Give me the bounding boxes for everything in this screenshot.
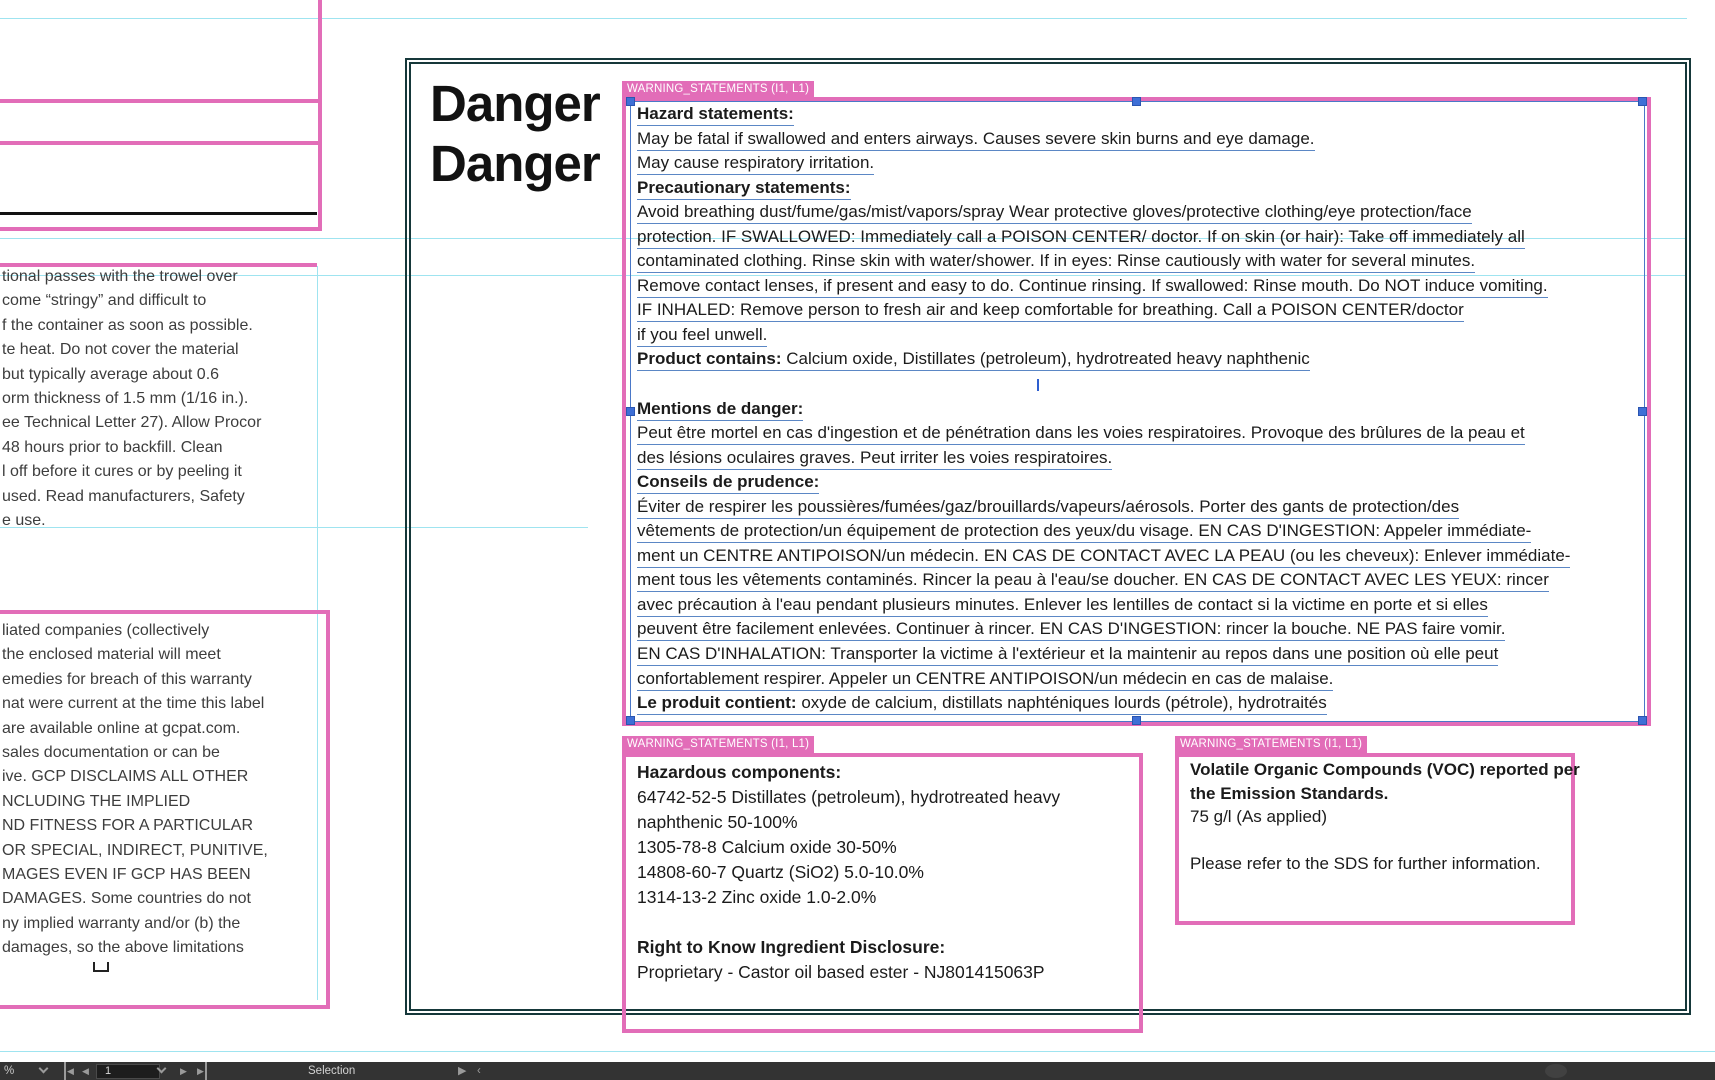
page-dropdown-icon[interactable]	[158, 1062, 165, 1080]
text-line: ive. GCP DISCLAIMS ALL OTHER	[2, 768, 249, 786]
text-line: Volatile Organic Compounds (VOC) reported per	[1190, 760, 1580, 779]
text-line: OR SPECIAL, INDIRECT, PUNITIVE,	[2, 841, 268, 859]
text-line: peuvent être facilement enlevées. Continuer à rincer. EN CAS D'INGESTION: rincer la bouche. NE PAS faire vomir.	[637, 619, 1570, 644]
text-line: 64742-52-5 Distillates (petroleum), hydrotreated heavy	[637, 787, 1061, 807]
text-line: contaminated clothing. Rinse skin with water/shower. If in eyes: Rinse cautiously with water for several minutes.	[637, 251, 1570, 276]
rule-line	[0, 212, 317, 215]
warning-frame-tag[interactable]: WARNING_STATEMENTS (I1, L1)	[622, 81, 814, 98]
text-line: Mentions de danger:	[637, 399, 1570, 424]
text-line: EN CAS D'INHALATION: Transporter la victime à l'extérieur et la maintenir au repos dans une position où elle peut	[637, 644, 1570, 669]
tool-status: Selection	[308, 1065, 356, 1077]
text-line	[637, 374, 1570, 399]
text-line: ment un CENTRE ANTIPOISON/un médecin. EN CAS DE CONTACT AVEC LA PEAU (ou les cheveux): Enlever immédiate-	[637, 546, 1570, 571]
text-line: Please refer to the SDS for further information.	[1190, 854, 1541, 873]
left-frame-a-divider	[0, 141, 318, 145]
overset-text-icon	[93, 962, 109, 972]
text-line: protection. IF SWALLOWED: Immediately call a POISON CENTER/ doctor. If on skin (or hair): Take off immediately all	[637, 227, 1570, 252]
text-line: ment tous les vêtements contaminés. Rincer la peau à l'eau/se doucher. EN CAS DE CONTACT AVEC LES YEUX: rincer	[637, 570, 1570, 595]
text-line: Proprietary - Castor oil based ester - NJ801415063P	[637, 962, 1045, 982]
left-paragraph-1	[2, 268, 261, 536]
text-line: tional passes with the trowel over	[2, 268, 238, 285]
text-line: vêtements de protection/un équipement de protection des yeux/du visage. EN CAS D'INGESTION: Appeler immédiate-	[637, 521, 1570, 546]
warning-frame-tag[interactable]: WARNING_STATEMENTS (I1, L1)	[1175, 736, 1367, 753]
text-line: 75 g/l (As applied)	[1190, 807, 1328, 826]
text-line: Éviter de respirer les poussières/fumées/gaz/brouillards/vapeurs/aérosols. Porter des gants de protection/des	[637, 497, 1570, 522]
text-line: Right to Know Ingredient Disclosure:	[637, 937, 946, 957]
text-line: confortablement respirer. Appeler un CENTRE ANTIPOISON/un médecin en cas de malaise.	[637, 669, 1570, 694]
text-line: Product contains: Calcium oxide, Distillates (petroleum), hydrotreated heavy naphthenic	[637, 349, 1570, 374]
guide-horizontal[interactable]	[0, 1051, 1715, 1052]
last-page-button[interactable]: ▶	[197, 1062, 207, 1080]
text-line: Precautionary statements:	[637, 178, 1570, 203]
text-line: Peut être mortel en cas d'ingestion et de pénétration dans les voies respiratoires. Provoque des brûlures de la peau et	[637, 423, 1570, 448]
text-line: f the container as soon as possible.	[2, 316, 253, 334]
selection-handle[interactable]	[1638, 407, 1647, 416]
selection-handle[interactable]	[626, 407, 635, 416]
text-line: DAMAGES. Some countries do not	[2, 890, 251, 908]
text-line: avec précaution à l'eau pendant plusieurs minutes. Enlever les lentilles de contact si la victime en porte et si elles	[637, 595, 1570, 620]
previous-page-button[interactable]: ◀	[82, 1066, 89, 1076]
text-line	[1190, 831, 1580, 855]
text-line: 14808-60-7 Quartz (SiO2) 5.0-10.0%	[637, 862, 924, 882]
text-line: des lésions oculaires graves. Peut irriter les voies respiratoires.	[637, 448, 1570, 473]
danger-title-line: Danger	[430, 135, 600, 192]
text-line: emedies for breach of this warranty	[2, 670, 252, 688]
text-line: IF INHALED: Remove person to fresh air and keep comfortable for breathing. Call a POISON CENTER/doctor	[637, 300, 1570, 325]
status-bar	[0, 1062, 1715, 1080]
text-line: liated companies (collectively	[2, 622, 210, 639]
voc-text	[1190, 760, 1580, 878]
text-line: orm thickness of 1.5 mm (1/16 in.).	[2, 389, 249, 407]
zoom-dropdown-icon[interactable]	[40, 1062, 47, 1080]
text-line: MAGES EVEN IF GCP HAS BEEN	[2, 865, 251, 883]
left-paragraph-2	[2, 622, 268, 963]
text-line: are available online at gcpat.com.	[2, 719, 241, 737]
text-line: l off before it cures or by peeling it	[2, 463, 242, 481]
text-line: Avoid breathing dust/fume/gas/mist/vapors/spray Wear protective gloves/protective clothing/eye protection/face	[637, 202, 1570, 227]
left-frame-a-divider	[0, 99, 318, 103]
warning-frame-tag[interactable]: WARNING_STATEMENTS (I1, L1)	[622, 736, 814, 753]
hazardous-text	[637, 762, 1060, 987]
text-line: te heat. Do not cover the material	[2, 341, 239, 359]
zoom-level[interactable]: %	[4, 1065, 15, 1077]
text-line: but typically average about 0.6	[2, 365, 220, 383]
text-line: naphthenic 50-100%	[637, 812, 798, 832]
danger-title-line: Danger	[430, 75, 600, 132]
text-line: ND FITNESS FOR A PARTICULAR	[2, 817, 254, 835]
page-number-input[interactable]: 1	[96, 1064, 160, 1079]
scrollbar-thumb[interactable]	[1545, 1064, 1567, 1078]
text-line: if you feel unwell.	[637, 325, 1570, 350]
text-line: 1314-13-2 Zinc oxide 1.0-2.0%	[637, 887, 877, 907]
text-line: e use.	[2, 511, 46, 529]
text-line: come “stringy” and difficult to	[2, 292, 207, 310]
text-line	[637, 912, 1060, 937]
text-line: 1305-78-8 Calcium oxide 30-50%	[637, 837, 897, 857]
text-line: 48 hours prior to backfill. Clean	[2, 438, 223, 456]
text-line: damages, so the above limitations	[2, 939, 244, 957]
text-line: Le produit contient: oxyde de calcium, distillats naphténiques lourds (pétrole), hydrotraités	[637, 693, 1570, 718]
text-line: sales documentation or can be	[2, 743, 220, 761]
text-line: Hazard statements:	[637, 104, 1570, 129]
selection-handle[interactable]	[1638, 716, 1647, 725]
text-line: the Emission Standards.	[1190, 783, 1389, 803]
text-cursor	[1037, 379, 1039, 391]
text-line: NCLUDING THE IMPLIED	[2, 792, 191, 810]
text-line: used. Read manufacturers, Safety	[2, 487, 245, 505]
left-paragraph-frame-edge[interactable]	[0, 263, 317, 267]
left-frame-a[interactable]	[0, 0, 322, 231]
text-line: May be fatal if swallowed and enters airways. Causes severe skin burns and eye damage.	[637, 129, 1570, 154]
selection-handle[interactable]	[1638, 97, 1647, 106]
selection-handle[interactable]	[626, 97, 635, 106]
text-line: ee Technical Letter 27). Allow Procor	[2, 414, 262, 432]
text-line: nat were current at the time this label	[2, 695, 265, 713]
text-line: the enclosed material will meet	[2, 646, 221, 664]
danger-title	[430, 74, 600, 194]
warning-main-text	[637, 104, 1570, 718]
play-icon[interactable]: ▶	[458, 1065, 467, 1077]
collapse-left-icon[interactable]: ‹	[477, 1065, 481, 1077]
text-line: Remove contact lenses, if present and easy to do. Continue rinsing. If swallowed: Rinse mouth. Do NOT induce vomiting.	[637, 276, 1570, 301]
text-line: May cause respiratory irritation.	[637, 153, 1570, 178]
text-line: ny implied warranty and/or (b) the	[2, 914, 241, 932]
first-page-button[interactable]: ◀	[64, 1062, 74, 1080]
text-line: Conseils de prudence:	[637, 472, 1570, 497]
text-line: Hazardous components:	[637, 762, 842, 782]
selection-handle[interactable]	[626, 716, 635, 725]
next-page-button[interactable]: ▶	[180, 1066, 187, 1076]
